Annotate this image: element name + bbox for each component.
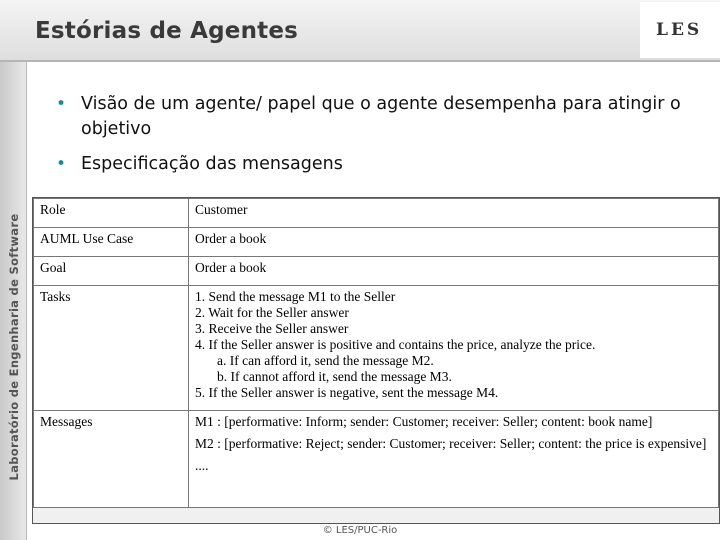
row-label: Goal: [34, 257, 189, 286]
sidebar-band: [0, 62, 27, 540]
tasks-cell: [189, 286, 719, 411]
les-logo: [640, 2, 720, 58]
message-item: M1 : [performative: Inform; sender: Customer; receiver: Seller; content: book name]: [195, 414, 653, 429]
task-item: 2. Wait for the Seller answer: [195, 305, 349, 320]
bullet-text: Visão de um agente/ papel que o agente desempenha para atingir o objetivo: [81, 94, 681, 139]
row-label: Tasks: [34, 286, 189, 411]
row-label: Messages: [34, 411, 189, 508]
bullet-text: Especificação das mensagens: [81, 154, 343, 174]
row-value: Customer: [189, 199, 719, 228]
footer-copyright: © LES/PUC-Rio: [322, 525, 398, 536]
row-value: Order a book: [189, 257, 719, 286]
task-item: 4. If the Seller answer is positive and contains the price, analyze the price.: [195, 337, 596, 352]
messages-cell: [189, 411, 719, 508]
bullet-dot-icon: •: [56, 154, 67, 174]
table-row: [34, 228, 719, 257]
logo-text: LES: [656, 20, 703, 40]
task-item: 5. If the Seller answer is negative, sent the message M4.: [195, 385, 499, 400]
table-row: [34, 286, 719, 411]
message-ellipsis: ....: [195, 458, 209, 473]
bullet-item: [56, 92, 696, 142]
bullet-dot-icon: •: [56, 94, 67, 114]
slide-header: [0, 0, 720, 62]
message-item: M2 : [performative: Reject; sender: Customer; receiver: Seller; content: the price is expensive]: [195, 436, 707, 451]
table-row: [34, 411, 719, 508]
sidebar-label: Laboratório de Engenharia de Software: [7, 213, 21, 481]
bullet-list: [56, 92, 696, 187]
task-subitem: a. If can afford it, send the message M2.: [217, 353, 434, 368]
task-item: 3. Receive the Seller answer: [195, 321, 349, 336]
row-label: AUML Use Case: [34, 228, 189, 257]
table-row: [34, 199, 719, 228]
slide-title: Estórias de Agentes: [35, 18, 299, 44]
row-value: Order a book: [189, 228, 719, 257]
bullet-item: [56, 152, 696, 177]
task-item: 1. Send the message M1 to the Seller: [195, 289, 396, 304]
agent-story-table: [33, 198, 719, 508]
table-row: [34, 257, 719, 286]
agent-story-table-frame: [32, 197, 720, 524]
row-label: Role: [34, 199, 189, 228]
task-subitem: b. If cannot afford it, send the message M3.: [217, 369, 452, 384]
